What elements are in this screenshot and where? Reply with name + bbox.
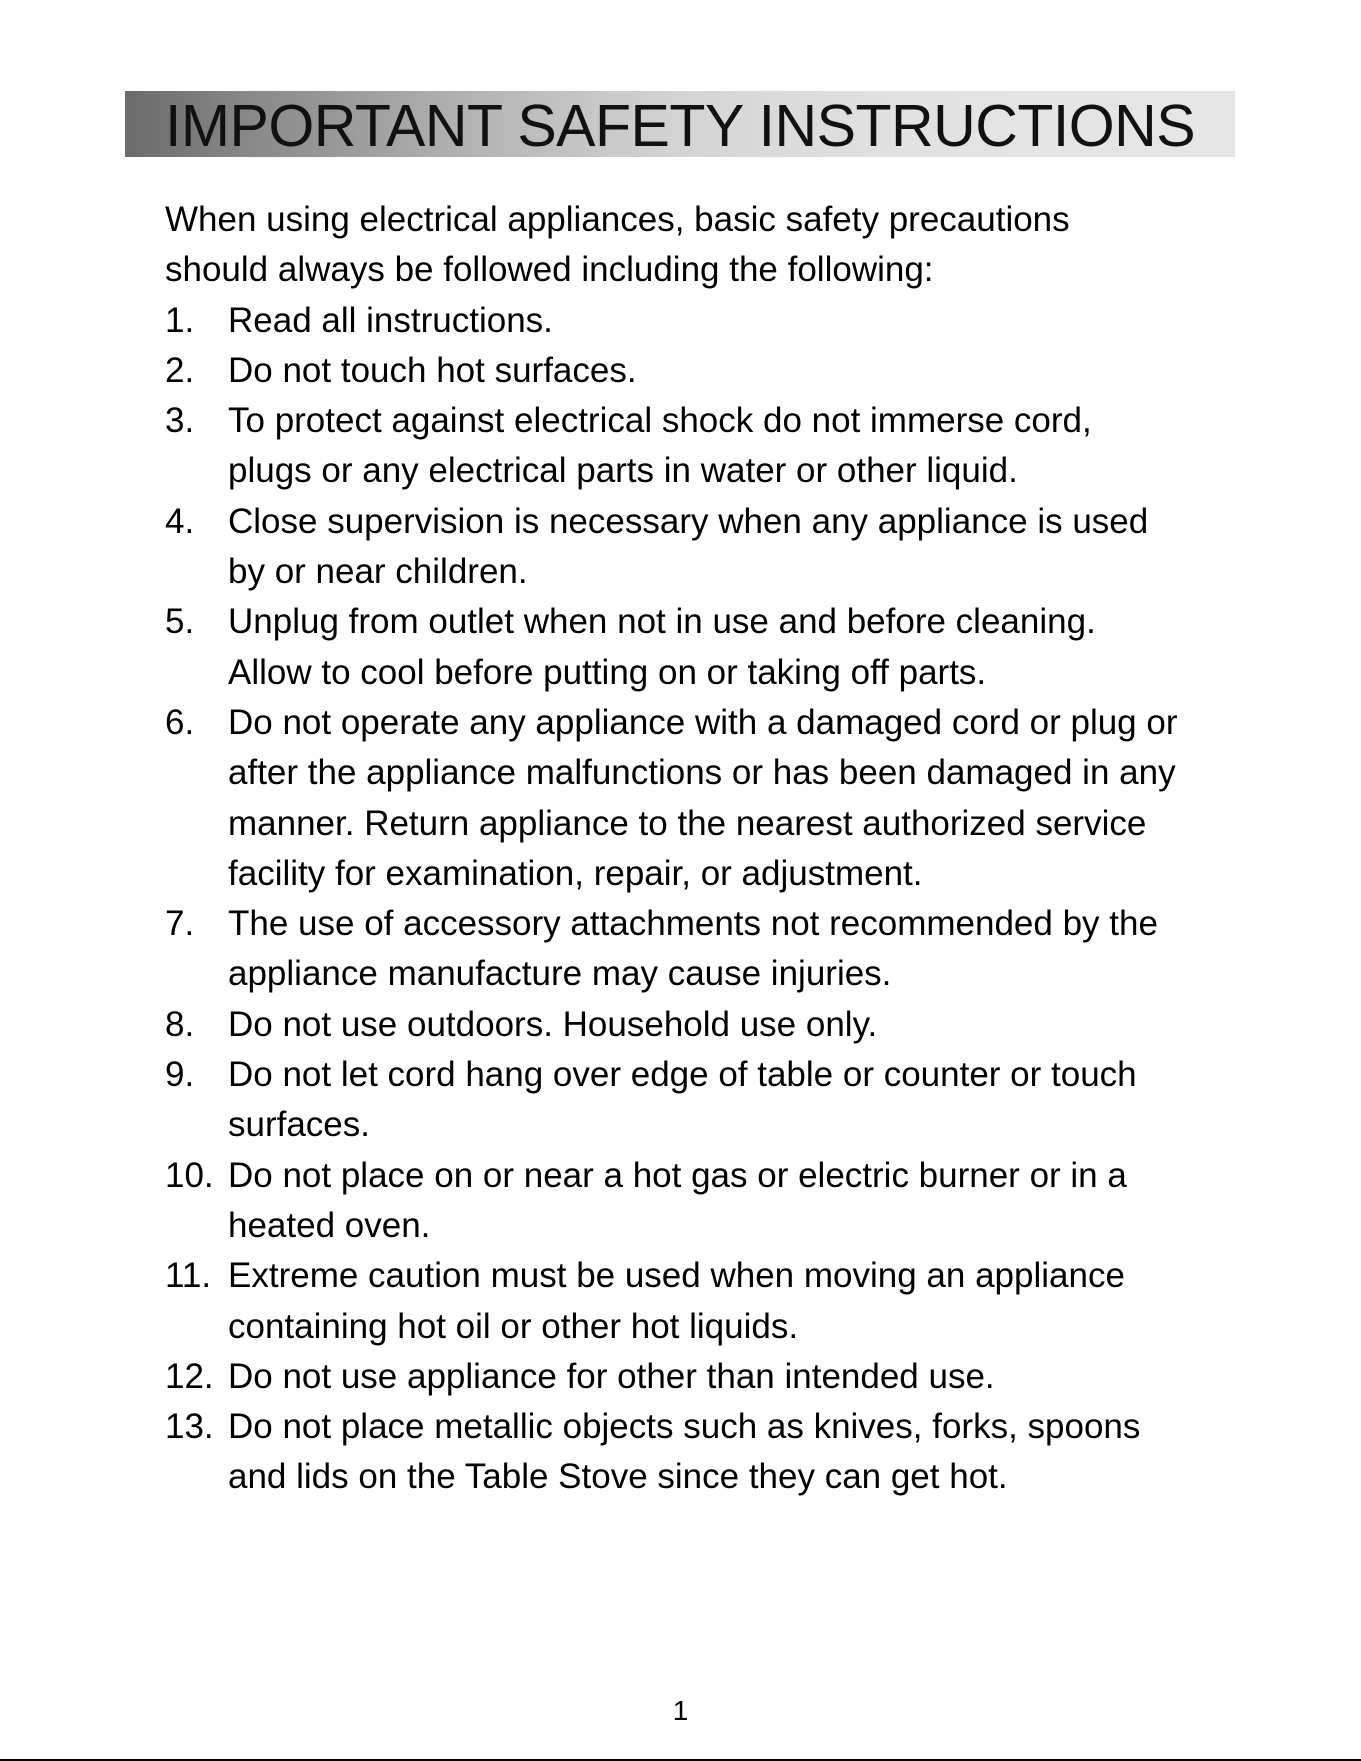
instruction-item — [165, 1352, 1245, 1402]
instruction-text-line: To protect against electrical shock do not immerse cord, — [228, 401, 1092, 441]
instruction-number: 2. — [165, 350, 195, 390]
instruction-item — [165, 346, 1245, 396]
instruction-item — [165, 396, 1245, 497]
instruction-text-line: by or near children. — [228, 552, 528, 592]
instruction-text-line: Do not operate any appliance with a damaged cord or plug or — [228, 702, 1178, 742]
instruction-item — [165, 899, 1245, 1000]
instruction-item — [165, 597, 1245, 698]
intro-paragraph — [165, 195, 1245, 296]
intro-line: When using electrical appliances, basic safety precautions — [165, 200, 1070, 239]
instruction-text-line: plugs or any electrical parts in water or other liquid. — [228, 451, 1018, 491]
instruction-number: 4. — [165, 501, 195, 541]
instruction-number: 11. — [165, 1256, 212, 1296]
instruction-text-line: surfaces. — [228, 1105, 370, 1145]
instruction-item — [165, 1000, 1245, 1050]
instruction-item — [165, 296, 1245, 346]
safety-instructions-list — [165, 296, 1245, 1503]
instruction-text-line: after the appliance malfunctions or has been damaged in any — [228, 753, 1176, 793]
instruction-number: 7. — [165, 904, 195, 944]
instruction-number: 1. — [165, 300, 195, 340]
instruction-text-line: Do not let cord hang over edge of table or counter or touch — [228, 1055, 1137, 1095]
instruction-text-line: Do not use appliance for other than intended use. — [228, 1356, 995, 1396]
instruction-text-line: Read all instructions. — [228, 300, 553, 340]
instruction-text-line: Unplug from outlet when not in use and before cleaning. — [228, 602, 1096, 642]
instruction-number: 9. — [165, 1055, 195, 1095]
instruction-number: 12. — [165, 1356, 214, 1396]
instruction-text-line: manner. Return appliance to the nearest authorized service — [228, 803, 1147, 843]
intro-line: should always be followed including the following: — [165, 250, 934, 290]
instruction-text-line: and lids on the Table Stove since they can get hot. — [228, 1457, 1008, 1497]
instruction-text-line: The use of accessory attachments not recommended by the — [228, 904, 1158, 944]
instruction-text-line: heated oven. — [228, 1205, 431, 1245]
instruction-text-line: appliance manufacture may cause injuries. — [228, 954, 892, 994]
instruction-text-line: Do not touch hot surfaces. — [228, 350, 637, 390]
instruction-text-line: Do not use outdoors. Household use only. — [228, 1004, 878, 1044]
instruction-number: 10. — [165, 1155, 214, 1195]
instruction-text-line: facility for examination, repair, or adjustment. — [228, 853, 923, 893]
instruction-text-line: Do not place on or near a hot gas or electric burner or in a — [228, 1155, 1127, 1195]
instruction-number: 3. — [165, 401, 195, 441]
instructions-content — [165, 195, 1245, 1503]
instruction-number: 6. — [165, 702, 195, 742]
instruction-item — [165, 1251, 1245, 1352]
instruction-number: 8. — [165, 1004, 195, 1044]
instruction-text-line: Close supervision is necessary when any appliance is used — [228, 501, 1149, 541]
instruction-text-line: Extreme caution must be used when moving an appliance — [228, 1256, 1125, 1296]
page-title: IMPORTANT SAFETY INSTRUCTIONS — [165, 93, 1196, 159]
instruction-item — [165, 698, 1245, 899]
instruction-text-line: containing hot oil or other hot liquids. — [228, 1306, 799, 1346]
instruction-item — [165, 1151, 1245, 1252]
instruction-item — [165, 497, 1245, 598]
instruction-item — [165, 1050, 1245, 1151]
page-number: 1 — [672, 1695, 689, 1726]
instruction-text-line: Do not place metallic objects such as knives, forks, spoons — [228, 1407, 1141, 1447]
instruction-text-line: Allow to cool before putting on or taking off parts. — [228, 652, 987, 692]
instruction-number: 5. — [165, 602, 195, 642]
instruction-item — [165, 1402, 1245, 1503]
instruction-number: 13. — [165, 1407, 214, 1447]
